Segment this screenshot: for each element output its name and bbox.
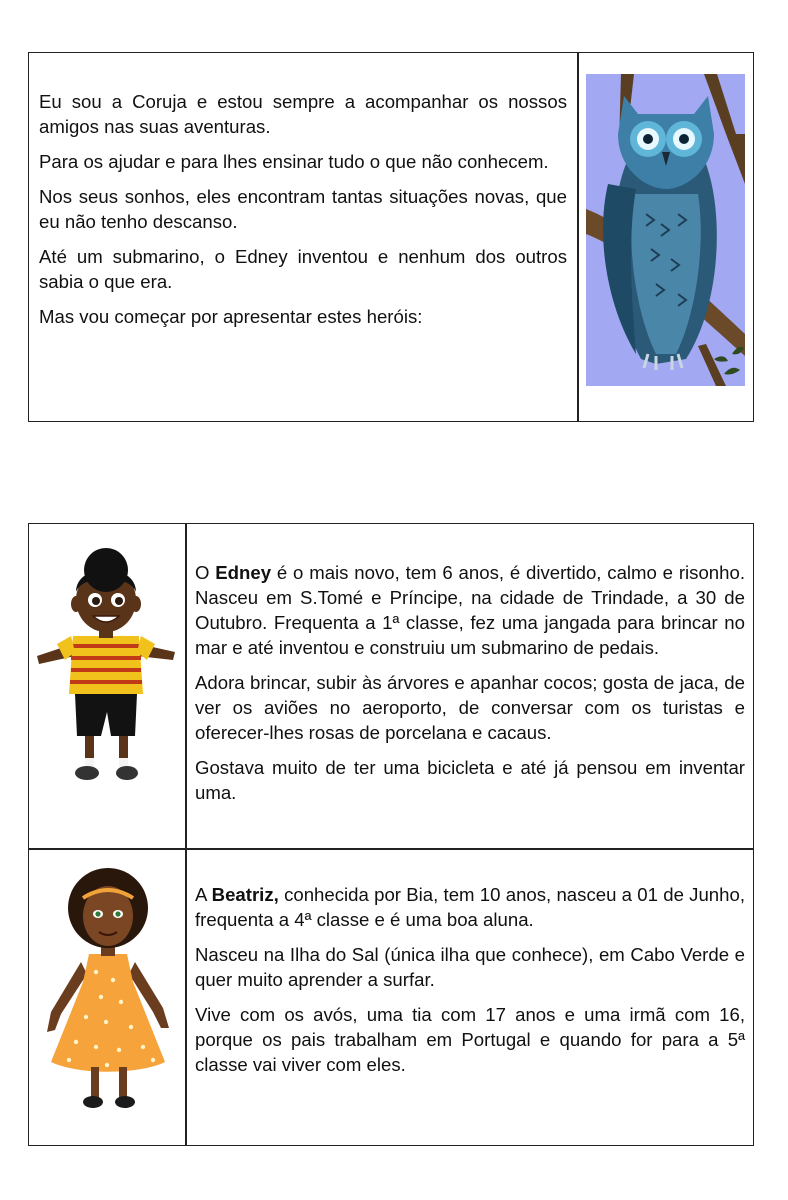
edney-description: [195, 560, 745, 815]
intro-box: [28, 52, 754, 422]
table-vertical-divider: [185, 524, 187, 1145]
edney-paragraph-2: Adora brincar, subir às árvores e apanhar cocos; gosta de jaca, de ver os aviões no aeroporto, de conversar com os turistas e oferecer-lhes rosas de porcelana e cacaus.: [195, 672, 745, 743]
beatriz-paragraph-1: [195, 882, 745, 932]
table-horizontal-divider: [29, 848, 753, 850]
beatriz-paragraph-3: Vive com os avós, uma tia com 17 anos e uma irmã com 16, porque os pais trabalham em Portugal e quando for para a 5ª classe vai viver com eles.: [195, 1004, 745, 1075]
owl-illustration: [586, 74, 745, 386]
beatriz-p1-start: A: [195, 884, 212, 905]
intro-paragraph-5: Mas vou começar por apresentar estes heróis:: [39, 306, 423, 327]
intro-divider: [577, 53, 579, 421]
edney-name: Edney: [215, 562, 272, 583]
edney-p1-start: O: [195, 562, 216, 583]
edney-illustration: [35, 544, 177, 789]
intro-paragraph-1: Eu sou a Coruja e estou sempre a acompanhar os nossos amigos nas suas aventuras.: [39, 91, 567, 137]
beatriz-description: [195, 882, 745, 1087]
beatriz-name: Beatriz,: [211, 884, 279, 905]
edney-paragraph-1: [195, 560, 745, 660]
beatriz-paragraph-2: Nasceu na Ilha do Sal (única ilha que conhece), em Cabo Verde e quer muito aprender a surfar.: [195, 944, 745, 990]
intro-paragraph-4: Até um submarino, o Edney inventou e nenhum dos outros sabia o que era.: [39, 246, 567, 292]
intro-paragraph-3: Nos seus sonhos, eles encontram tantas situações novas, que eu não tenho descanso.: [39, 186, 567, 232]
edney-paragraph-3: Gostava muito de ter uma bicicleta e até já pensou em inventar uma.: [195, 757, 745, 803]
characters-table: [28, 523, 754, 1146]
beatriz-p1-rest: conhecida por Bia, tem 10 anos, nasceu a 01 de Junho, frequenta a 4ª classe e é uma boa aluna.: [195, 884, 745, 930]
intro-paragraph-2: Para os ajudar e para lhes ensinar tudo o que não conhecem.: [39, 151, 549, 172]
beatriz-illustration: [41, 862, 175, 1112]
edney-p1-rest: é o mais novo, tem 6 anos, é divertido, calmo e risonho. Nasceu em S.Tomé e Príncipe, na cidade de Trindade, a 30 de Outubro. Frequenta a 1ª classe, fez uma jangada para brincar no mar e até inventou e construiu um submarino de pedais.: [195, 562, 745, 658]
intro-text: [39, 89, 567, 339]
